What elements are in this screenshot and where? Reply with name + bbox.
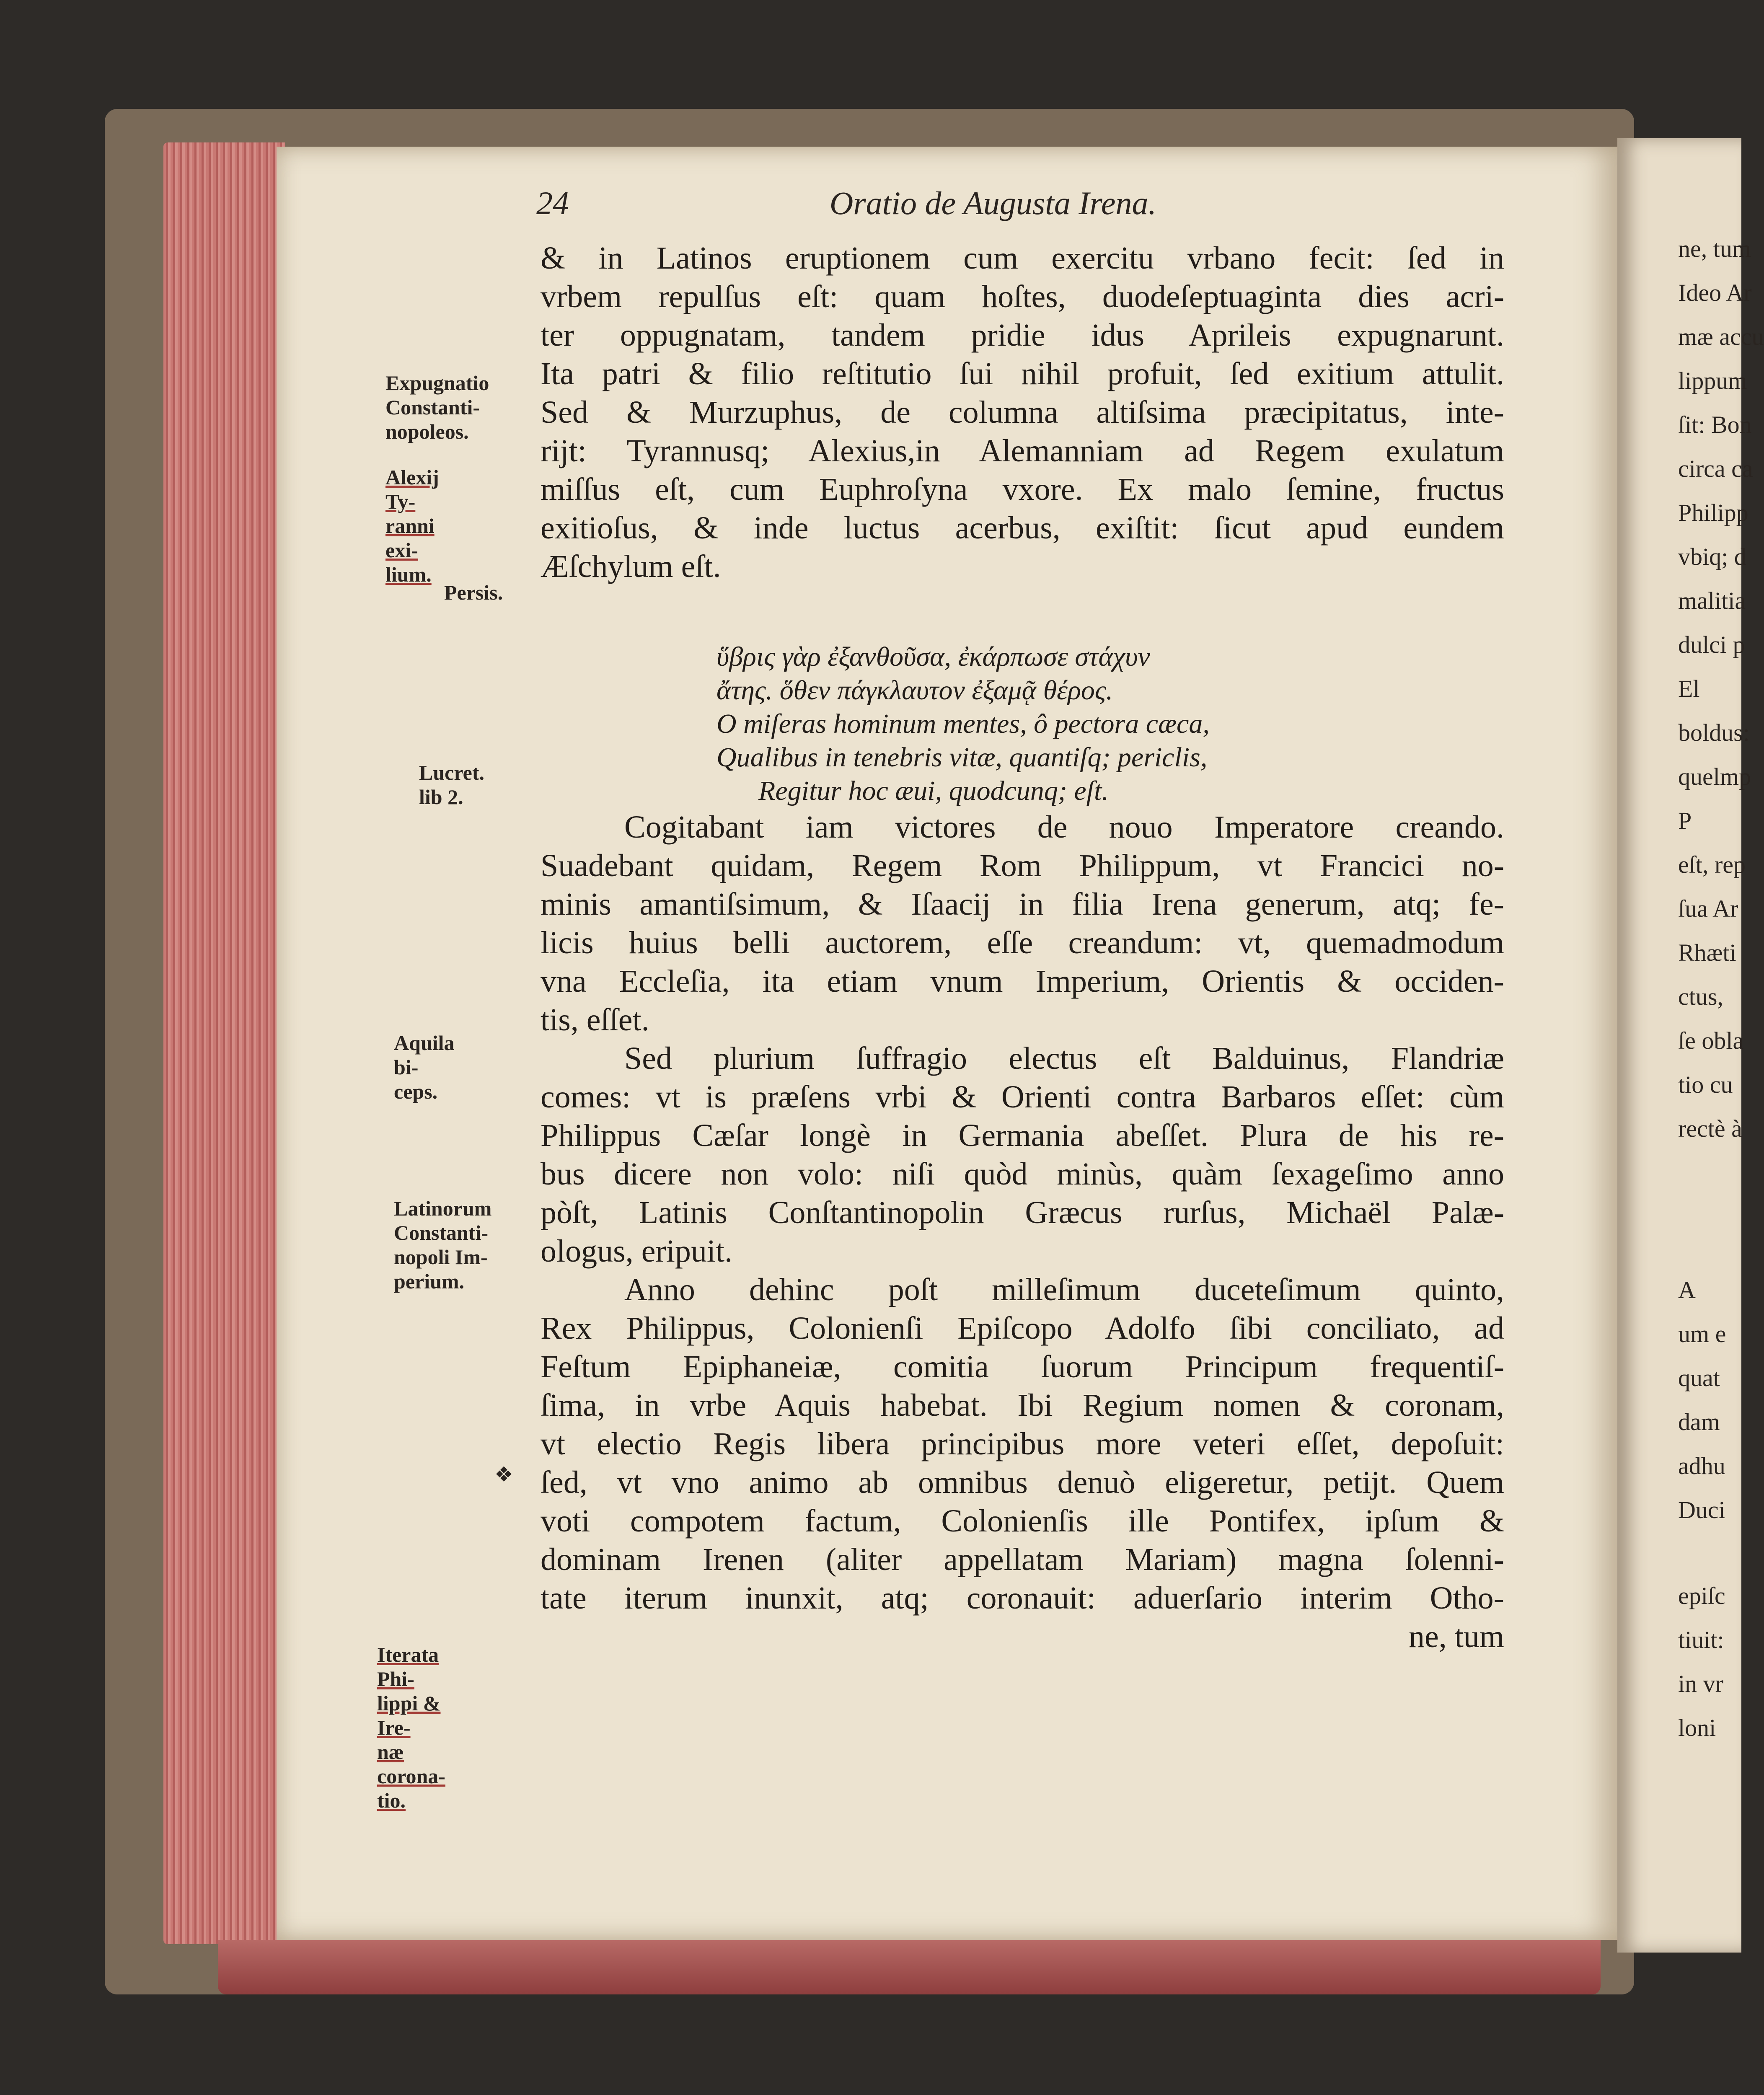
margin-note-aquila: Aquila bi- ceps. [394, 1031, 455, 1103]
text-line: Rex Philippus, Colonienſi Epiſcopo Adolfo ſibi conciliato, ad [541, 1311, 1504, 1346]
text-line: tis, eſſet. [541, 1002, 649, 1037]
catchword: ne, tum [1409, 1619, 1504, 1654]
facing-page-fragment: Ideo Ar [1678, 279, 1752, 306]
text-line: tate iterum inunxit, atq; coronauit: aduerſario interim Otho- [541, 1580, 1504, 1616]
facing-page-fragment: Duci [1678, 1496, 1725, 1523]
text-line: & in Latinos eruptionem cum exercitu vrbano fecit: ſed in [541, 241, 1504, 276]
bottom-edge [218, 1940, 1601, 1994]
margin-note-persis: Persis. [444, 581, 503, 604]
verse-line-latin: O miſeras hominum mentes, ô pectora cæca, [716, 709, 1210, 739]
text-line: Sed & Murzuphus, de columna altiſsima præcipitatus, inte- [541, 395, 1504, 430]
running-title: Oratio de Augusta Irena. [830, 185, 1156, 221]
facing-page-fragment: rectè à [1678, 1115, 1742, 1142]
text-line: Ita patri & filio reſtitutio ſui nihil profuit, ſed exitium attulit. [541, 356, 1504, 391]
margin-note-latinorum: Latinorum Constanti- nopoli Im- perium. [394, 1197, 492, 1293]
facing-page-fragment: dulci p [1678, 631, 1745, 658]
facing-page-fragment: eſt, rep [1678, 851, 1746, 878]
facing-page-fragment: ctus, [1678, 983, 1723, 1010]
facing-page [1617, 138, 1764, 1953]
facing-page-fragment: um e [1678, 1320, 1726, 1348]
facing-page-fragment: ne, tum [1678, 235, 1751, 262]
facing-page-fragment: A [1678, 1276, 1696, 1304]
text-line: licis huius belli auctorem, eſſe creandum: vt, quemadmodum [541, 925, 1504, 960]
text-line: Suadebant quidam, Regem Rom Philippum, vt Francici no- [541, 848, 1504, 883]
facing-page-fragment: circa ca [1678, 455, 1753, 482]
text-line: ologus, eripuit. [541, 1234, 733, 1269]
facing-page-fragment: in vr [1678, 1670, 1723, 1697]
text-line: exitioſus, & inde luctus acerbus, exiſtit: ſicut apud eundem [541, 510, 1504, 546]
facing-page-fragment: Rhæti [1678, 939, 1736, 966]
page-number: 24 [536, 185, 569, 221]
running-header [0, 184, 1741, 230]
facing-page-fragment: P [1678, 807, 1692, 834]
text-line: pòſt, Latinis Conſtantinopolin Græcus rurſus, Michaël Palæ- [541, 1195, 1504, 1230]
facing-page-fragment: tiuit: [1678, 1626, 1724, 1653]
ink-mark-icon: ❖ [494, 1462, 513, 1487]
text-line: Æſchylum eſt. [541, 549, 721, 584]
facing-page-fragment: quelmp [1678, 763, 1751, 790]
text-line: miſſus eſt, cum Euphroſyna vxore. Ex malo ſemine, fructus [541, 472, 1504, 507]
margin-note-expugnatio: Expugnatio Constanti- nopoleos. [385, 371, 489, 443]
facing-page-fragment: adhu [1678, 1452, 1725, 1479]
text-line: vrbem repulſus eſt: quam hoſtes, duodeſeptuaginta dies acri- [541, 279, 1504, 314]
facing-page-fragment: ſua Ar [1678, 895, 1738, 922]
text-line: ter oppugnatam, tandem pridie idus Aprileis expugnarunt. [541, 318, 1504, 353]
text-line: minis amantiſsimum, & Iſaacij in filia Irena generum, atq; fe- [541, 887, 1504, 922]
facing-page-fragment: tio cu [1678, 1071, 1733, 1098]
facing-page-fragment: lippum [1678, 367, 1747, 394]
text-line: Philippus Cæſar longè in Germania abeſſet. Plura de his re- [541, 1118, 1504, 1153]
main-text [541, 239, 1504, 1656]
facing-page-fragment: ſit: Bon [1678, 411, 1752, 438]
text-line: Cogitabant iam victores de nouo Imperatore creando. [624, 810, 1504, 845]
facing-page-fragment: quat [1678, 1364, 1720, 1391]
margin-note-alexij: Alexij Ty- ranni exi- lium. [385, 466, 439, 586]
text-line: voti compotem factum, Colonienſis ille Pontifex, ipſum & [541, 1503, 1504, 1539]
text-line: Feſtum Epiphaneiæ, comitia ſuorum Principum frequentiſ- [541, 1349, 1504, 1384]
text-line: Sed plurium ſuffragio electus eſt Balduinus, Flandriæ [624, 1041, 1504, 1076]
facing-page-fragment: malitia [1678, 587, 1746, 614]
text-line: Anno dehinc poſt milleſimum duceteſimum quinto, [624, 1272, 1504, 1307]
text-line: ſima, in vrbe Aquis habebat. Ibi Regium nomen & coronam, [541, 1388, 1504, 1423]
verse-line-latin: Regitur hoc æui, quodcunq; eſt. [758, 776, 1109, 806]
facing-page-fragment: Philipp [1678, 499, 1748, 526]
facing-page-fragment: boldus: [1678, 719, 1750, 746]
text-line: dominam Irenen (aliter appellatam Mariam) magna ſolenni- [541, 1542, 1504, 1577]
text-line: ſed, vt vno animo ab omnibus denuò eligeretur, petijt. Quem [541, 1465, 1504, 1500]
text-line: vt electio Regis libera principibus more veteri eſſet, depoſuit: [541, 1426, 1504, 1461]
margin-note-lucret: Lucret. lib 2. [419, 761, 484, 809]
facing-page-fragment: El [1678, 675, 1700, 702]
facing-page-fragment: mæ accu [1678, 323, 1764, 350]
facing-page-fragment: ſe obla [1678, 1027, 1744, 1054]
facing-page-fragment: epiſc [1678, 1582, 1725, 1609]
margin-note-iterata: Iterata Phi- lippi & Ire- næ corona- tio. [377, 1643, 445, 1812]
facing-page-fragment: dam [1678, 1408, 1720, 1435]
text-line: vna Eccleſia, ita etiam vnum Imperium, Orientis & occiden- [541, 964, 1504, 999]
text-line: rijt: Tyrannusq; Alexius,in Alemanniam ad Regem exulatum [541, 433, 1504, 468]
facing-page-fragment: vbiq; d [1678, 543, 1746, 570]
verse-line-latin: Qualibus in tenebris vitæ, quantiſq; periclis, [716, 742, 1208, 773]
text-line: bus dicere non volo: niſi quòd minùs, quàm ſexageſimo anno [541, 1156, 1504, 1192]
text-line: comes: vt is præſens vrbi & Orienti contra Barbaros eſſet: cùm [541, 1079, 1504, 1115]
facing-page-fragment: loni [1678, 1714, 1716, 1741]
page-edges [163, 142, 285, 1944]
verse-line-greek: ἄτης. ὅθεν πάγκλαυτον ἐξαμᾷ θέρος. [716, 675, 1113, 706]
verse-line-greek: ὕβρις γὰρ ἐξανθοῦσα, ἐκάρπωσε στάχυν [716, 641, 1150, 672]
